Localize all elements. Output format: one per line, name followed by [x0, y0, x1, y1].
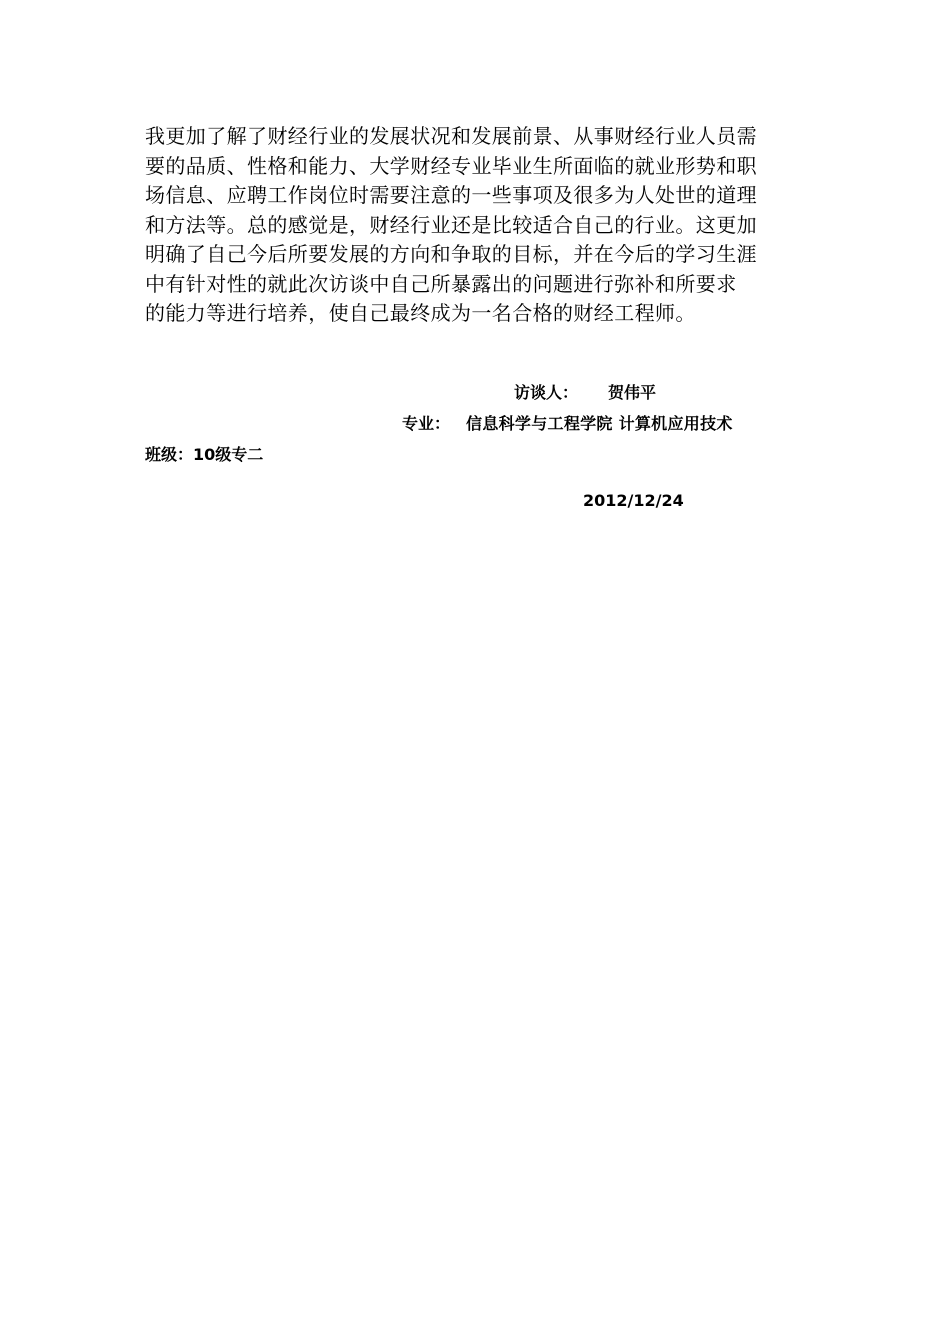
paragraph-line-3: 场信息、应聘工作岗位时需要注意的一些事项及很多为人处世的道理 — [145, 183, 757, 207]
major-label: 专业： — [402, 414, 451, 433]
major-line — [402, 411, 733, 434]
paragraph-line-1: 我更加了解了财经行业的发展状况和发展前景、从事财经行业人员需 — [145, 124, 757, 148]
class-label: 班级： — [145, 445, 194, 464]
class-line — [145, 442, 263, 465]
interviewer-label: 访谈人： — [514, 383, 579, 402]
paragraph-line-2: 要的品质、性格和能力、大学财经专业毕业生所面临的就业形势和职 — [145, 153, 757, 178]
paragraph-line-4: 和方法等。总的感觉是，财经行业还是比较适合自己的行业。这更加 — [145, 212, 757, 237]
major-value: 信息科学与工程学院 计算机应用技术 — [466, 414, 733, 433]
class-value: 10级专二 — [193, 445, 264, 464]
body-paragraph — [145, 122, 807, 329]
paragraph-line-6: 中有针对性的就此次访谈中自己所暴露出的问题进行弥补和所要求 — [145, 271, 737, 296]
paragraph-line-5: 明确了自己今后所要发展的方向和争取的目标，并在今后的学习生涯 — [145, 242, 757, 266]
signature-date: 2012/12/24 — [583, 491, 684, 510]
interviewer-line — [514, 380, 656, 403]
paragraph-line-7: 的能力等进行培养，使自己最终成为一名合格的财经工程师。 — [145, 301, 696, 325]
interviewer-name: 贺伟平 — [608, 383, 657, 402]
